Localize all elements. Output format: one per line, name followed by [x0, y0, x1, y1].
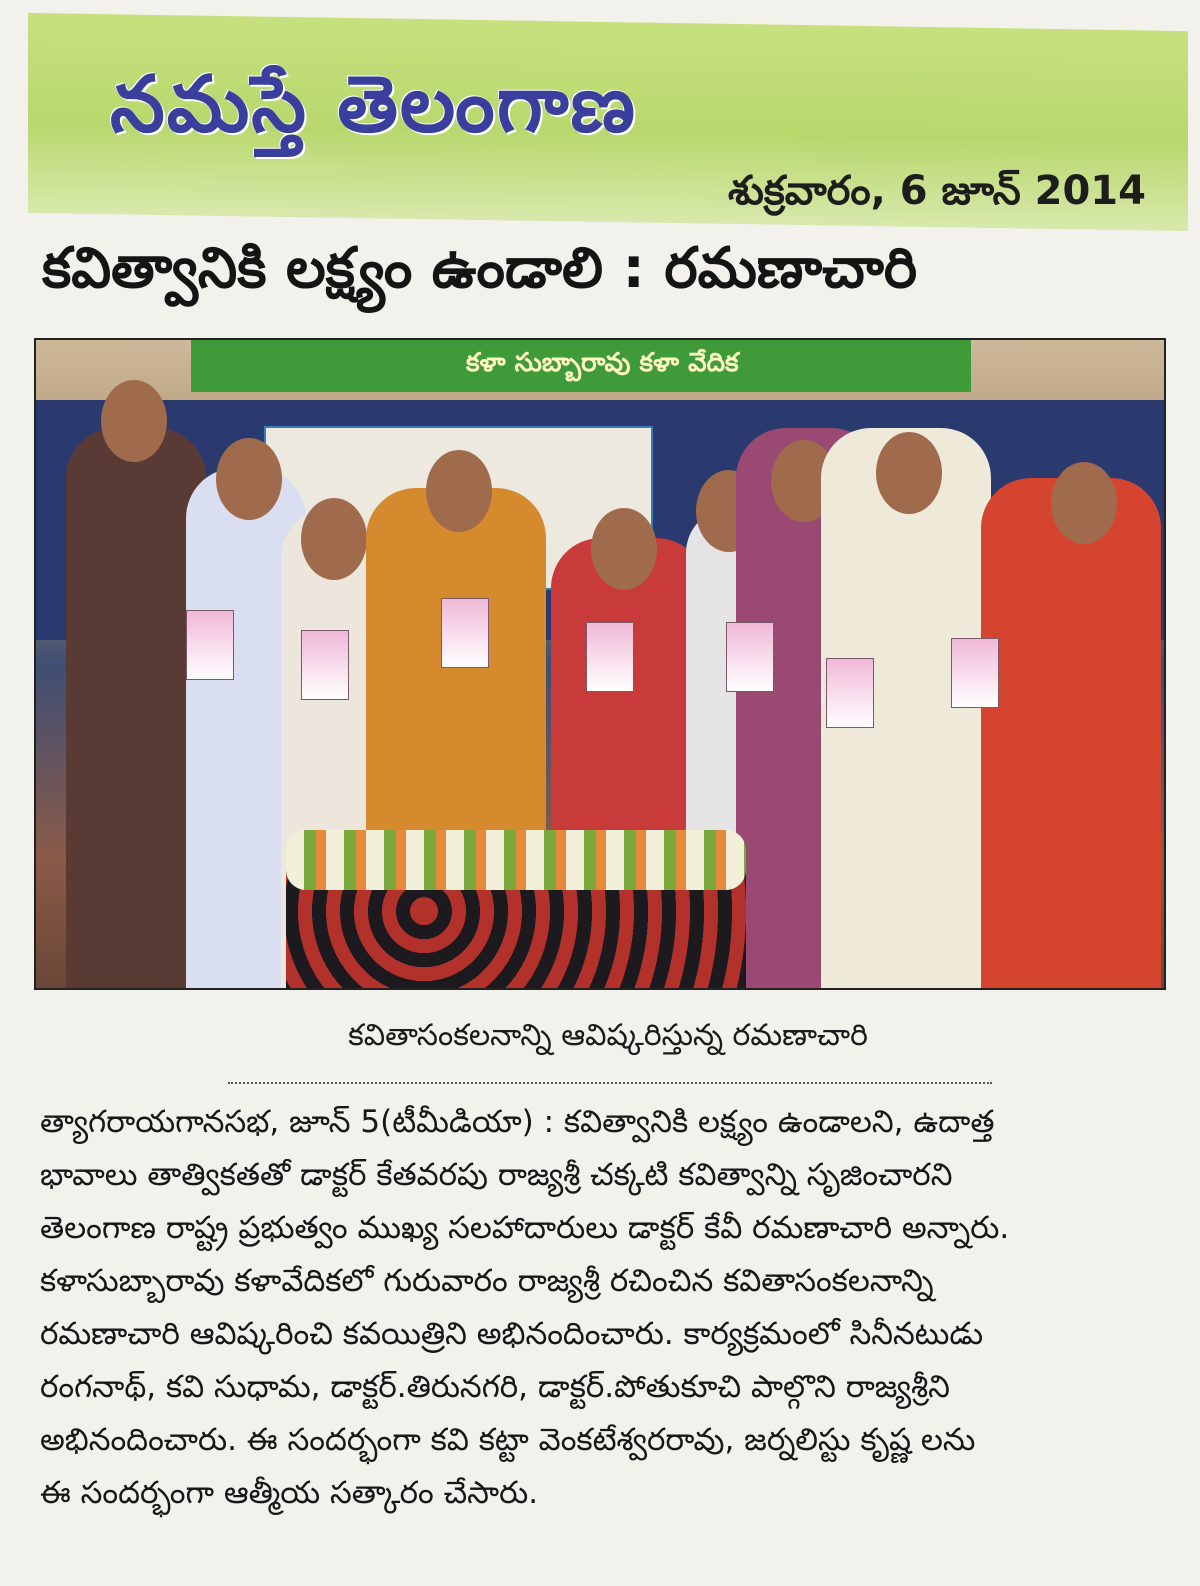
book-copy-7 [951, 638, 999, 708]
article-line: త్యాగరాయగానసభ, జూన్ 5(టీమీడియా) : కవిత్వానికి లక్ష్యం ఉండాలని, ఉదాత్త [40, 1104, 995, 1140]
stage-banner-text: కళా సుబ్బారావు కళా వేదిక [466, 348, 739, 378]
person-1-head [101, 380, 167, 462]
person-3-head [301, 498, 367, 580]
book-copy-5 [726, 622, 774, 692]
person-9 [981, 478, 1161, 988]
book-copy-1 [186, 610, 234, 680]
article-line: భావాలు తాత్వికతతో డాక్టర్ కేతవరపు రాజ్యశ్రీ చక్కటి కవిత్వాన్ని సృజించారని [40, 1157, 953, 1193]
book-copy-6 [826, 658, 874, 728]
person-5-head [591, 508, 657, 590]
person-4-head [426, 450, 492, 532]
caption-divider [228, 1082, 992, 1084]
article-line: అభినందించారు. ఈ సందర్భంగా కవి కట్టా వెంకటేశ్వరరావు, జర్నలిస్టు కృష్ణ లను [40, 1422, 976, 1458]
person-2-head [216, 438, 282, 520]
article-headline: కవిత్వానికి లక్ష్యం ఉండాలి : రమణాచారి [42, 236, 918, 301]
article-line: కళాసుబ్బారావు కళావేదికలో గురువారం రాజ్యశ్రీ రచించిన కవితాసంకలనాన్ని [40, 1263, 934, 1299]
person-9-head [1051, 462, 1117, 544]
article-body [40, 1096, 1150, 1520]
photo-caption: కవితాసంకలనాన్ని ఆవిష్కరిస్తున్న రమణాచారి [348, 1018, 868, 1053]
book-copy-2 [301, 630, 349, 700]
book-copy-4 [586, 622, 634, 692]
article-line: తెలంగాణ రాష్ట్ర ప్రభుత్వం ముఖ్య సలహాదారులు డాక్టర్ కేవీ రమణాచారి అన్నారు. [40, 1210, 1010, 1246]
newspaper-logo: నమస్తే తెలంగాణ [110, 60, 637, 150]
person-1 [66, 428, 206, 988]
person-8-head [876, 432, 942, 514]
event-photo [34, 338, 1166, 990]
flower-garland [286, 830, 746, 890]
book-copy-3 [441, 598, 489, 668]
article-line: రంగనాథ్, కవి సుధామ, డాక్టర్.తిరునగరి, డాక్టర్.పోతుకూచి పాల్గొని రాజ్యశ్రీని [40, 1369, 950, 1405]
article-line: రమణాచారి ఆవిష్కరించి కవయిత్రిని అభినందించారు. కార్యక్రమంలో సినీనటుడు [40, 1316, 984, 1352]
issue-date: శుక్రవారం, 6 జూన్ 2014 [728, 168, 1146, 214]
article-line: ఈ సందర్భంగా ఆత్మీయ సత్కారం చేసారు. [40, 1475, 539, 1511]
